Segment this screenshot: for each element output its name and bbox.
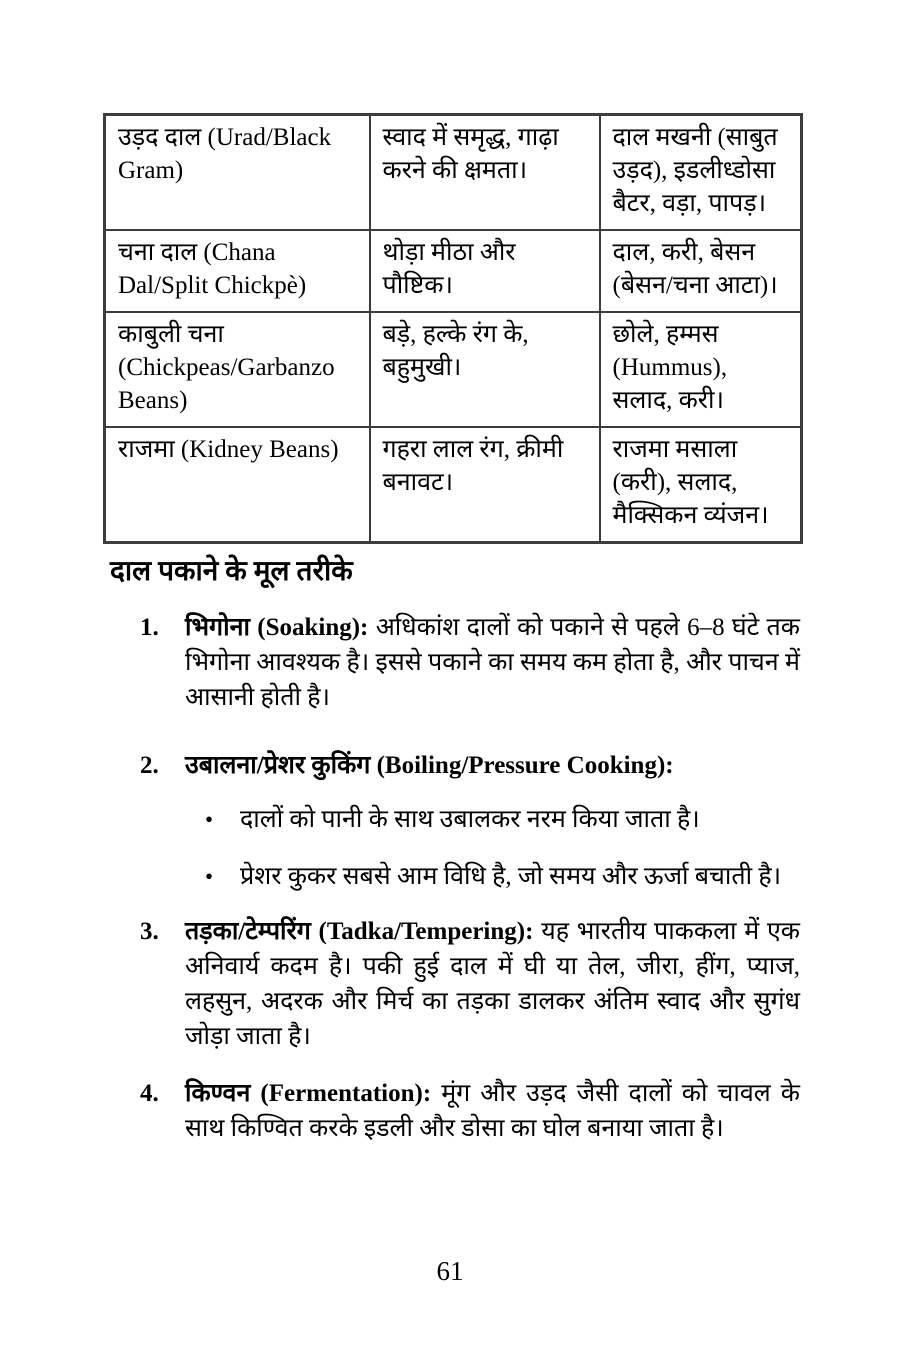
- list-item: [103, 748, 800, 894]
- bullet-text: दालों को पानी के साथ उबालकर नरम किया जाता है।: [240, 806, 700, 833]
- table-cell: दाल, करी, बेसन (बेसन/चना आटा)।: [600, 230, 802, 312]
- table-cell: राजमा (Kidney Beans): [105, 427, 370, 543]
- list-item-text: [185, 914, 800, 1054]
- list-item-number: 3.: [140, 918, 159, 945]
- table-cell: दाल मखनी (साबुत उड़द), इडलीध्डोसा बैटर, वड़ा, पापड़।: [600, 115, 802, 231]
- bullet-item: [185, 859, 800, 894]
- page-number: 61: [436, 1256, 464, 1286]
- table-row: [105, 427, 802, 543]
- list-item-number: 4.: [140, 1080, 159, 1107]
- list-item-text: [185, 1076, 800, 1146]
- cooking-methods-list: [103, 610, 800, 1146]
- dal-types-table: [103, 113, 803, 544]
- table-row: [105, 115, 802, 231]
- table-cell: छोले, हम्मस (Hummus), सलाद, करी।: [600, 312, 802, 427]
- list-item-label: किण्वन (Fermentation):: [185, 1080, 432, 1107]
- table-cell: गहरा लाल रंग, क्रीमी बनावट।: [370, 427, 600, 543]
- list-item: [103, 1076, 800, 1146]
- table-row: [105, 312, 802, 427]
- bullet-item: [185, 802, 800, 837]
- list-item: [103, 914, 800, 1054]
- list-item-number: 1.: [140, 614, 159, 641]
- table-row: [105, 230, 802, 312]
- section-heading: दाल पकाने के मूल तरीके: [110, 556, 353, 587]
- list-item-description: यह भारतीय पाककला में एक अनिवार्य कदम है। पकी हुई दाल में घी या तेल, जीरा, हींग, प्याज, लहसुन, अदरक और मिर्च का तड़का डालकर अंतिम स्वाद और सुगंध जोड़ा जाता है।: [185, 918, 800, 1050]
- list-item-description: अधिकांश दालों को पकाने से पहले 6–8 घंटे तक भिगोना आवश्यक है। इससे पकाने का समय कम होता है, और पाचन में आसानी होती है।: [185, 614, 800, 711]
- list-item: [103, 610, 800, 715]
- list-item-label: तड़का/टेम्परिंग (Tadka/Tempering):: [185, 918, 534, 945]
- table-cell: बड़े, हल्के रंग के, बहुमुखी।: [370, 312, 600, 427]
- table-cell: थोड़ा मीठा और पौष्टिक।: [370, 230, 600, 312]
- list-item-description: मूंग और उड़द जैसी दालों को चावल के साथ किण्वित करके इडली और डोसा का घोल बनाया जाता है।: [185, 1080, 800, 1142]
- list-item-text: [185, 748, 800, 894]
- bullet-text: प्रेशर कुकर सबसे आम विधि है, जो समय और ऊर्जा बचाती है।: [240, 863, 782, 890]
- bullet-icon: •: [205, 807, 214, 832]
- table-cell: उड़द दाल (Urad/Black Gram): [105, 115, 370, 231]
- list-item-label: भिगोना (Soaking):: [185, 614, 369, 641]
- list-item-text: [185, 610, 800, 715]
- list-item-number: 2.: [140, 752, 159, 779]
- list-item-label: उबालना/प्रेशर कुकिंग (Boiling/Pressure Cooking):: [185, 752, 674, 779]
- bullet-icon: •: [205, 864, 214, 889]
- table-cell: स्वाद में समृद्ध, गाढ़ा करने की क्षमता।: [370, 115, 600, 231]
- table-cell: राजमा मसाला (करी), सलाद, मैक्सिकन व्यंजन।: [600, 427, 802, 543]
- table-cell: काबुली चना (Chickpeas/Garbanzo Beans): [105, 312, 370, 427]
- table-cell: चना दाल (Chana Dal/Split Chickpè): [105, 230, 370, 312]
